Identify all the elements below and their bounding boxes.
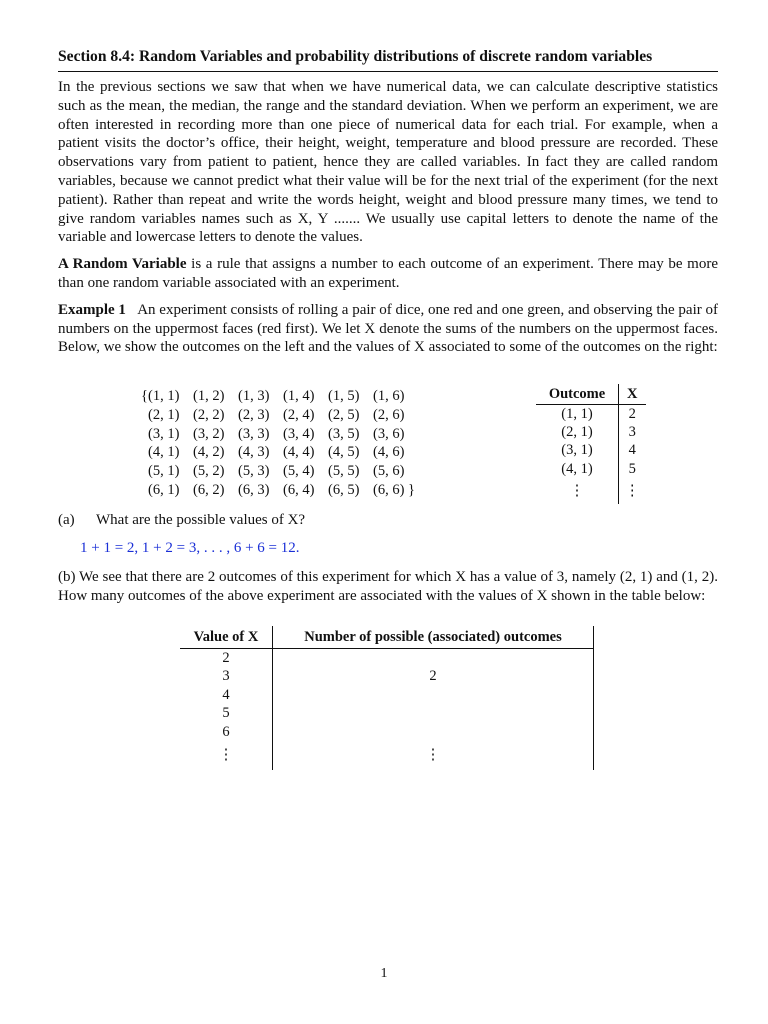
outcome-pair: (1, 4): [283, 388, 315, 404]
outcome-pair: (4, 6): [373, 444, 405, 461]
outcome-pair: (5, 5): [328, 463, 360, 480]
definition-paragraph: [58, 255, 718, 293]
close-brace: }: [408, 481, 415, 498]
outcome-pair: (3, 5): [328, 425, 360, 442]
count-table-row: [180, 742, 594, 770]
count-table-row: [180, 723, 594, 742]
outcome-table-header-outcome: Outcome: [536, 384, 619, 405]
outcome-table-header-x: X: [619, 384, 646, 405]
outcome-cell: ⋮: [536, 478, 619, 504]
part-a-label: (a): [58, 512, 75, 528]
outcome-pair: (3, 1): [148, 425, 180, 442]
part-a-text: What are the possible values of X?: [96, 512, 306, 528]
count-table-row: [180, 686, 594, 705]
outcome-count-cell: [273, 649, 594, 668]
outcome-count-cell: [273, 705, 594, 724]
example-label: Example 1: [58, 301, 126, 318]
outcome-pair: (3, 4): [283, 425, 315, 442]
outcome-count-cell: 2: [273, 668, 594, 687]
x-value-cell: 3: [628, 423, 636, 440]
outcome-pair: (4, 3): [238, 444, 270, 461]
outcome-pair: (5, 1): [148, 463, 180, 480]
outcome-pair: (2, 5): [328, 406, 360, 423]
outcome-pair: (2, 4): [283, 406, 315, 423]
outcome-count-cell: [273, 723, 594, 742]
outcome-row: [138, 425, 418, 444]
outcome-pair: (4, 2): [193, 444, 225, 461]
outcome-pair: (4, 1): [148, 444, 180, 461]
outcome-table-row: [536, 423, 646, 441]
outcome-row: [138, 443, 418, 462]
document-page: [58, 46, 719, 763]
outcome-pair: (1, 1): [148, 388, 180, 404]
outcome-pair: (6, 1): [148, 481, 180, 498]
count-table-row: [180, 649, 594, 668]
outcome-pair: (6, 2): [193, 481, 225, 498]
outcome-pair: (1, 6): [373, 388, 405, 404]
outcome-pair: (2, 3): [238, 406, 270, 423]
outcome-pair: (1, 2): [193, 388, 225, 404]
value-of-x-cell: 2: [180, 649, 273, 668]
part-a-question: [58, 512, 305, 529]
outcome-cell: (1, 1): [536, 405, 619, 424]
x-value-cell: ⋮: [625, 482, 640, 499]
count-table-row: [180, 668, 594, 687]
outcome-table-row: [536, 460, 646, 478]
outcome-pair: (1, 5): [328, 388, 360, 404]
outcome-row: [138, 462, 418, 481]
outcome-pair: (2, 1): [148, 406, 180, 423]
part-a-answer: 1 + 1 = 2, 1 + 2 = 3, . . . , 6 + 6 = 12.: [80, 540, 300, 556]
outcome-grid: [138, 387, 418, 500]
count-table-header-outcomes: Number of possible (associated) outcomes: [273, 626, 594, 649]
example-text: An experiment consists of rolling a pair of dice, one red and one green, and observing the pair of numbers on the uppermost faces (red first). We let X denote the sums of the numbers on the uppermost faces. Below, we show the outcomes on the left and the values of X associated to some of the outcomes on the right:: [58, 301, 719, 356]
outcome-pair: (6, 3): [238, 481, 270, 498]
value-of-x-cell: 5: [180, 705, 273, 724]
outcome-pair: (5, 4): [283, 463, 315, 480]
outcome-cell: (2, 1): [536, 423, 619, 441]
outcome-pair: (2, 2): [193, 406, 225, 423]
open-brace: {: [141, 388, 148, 404]
section-title: Section 8.4: Random Variables and probability distributions of discrete random variables: [58, 46, 718, 72]
outcome-value-table: [536, 384, 646, 504]
outcome-count-cell: ⋮: [273, 742, 594, 770]
outcome-pair: (4, 4): [283, 444, 315, 461]
x-value-cell: 2: [628, 405, 636, 422]
outcome-pair: (3, 6): [373, 425, 405, 442]
outcome-cell: (3, 1): [536, 442, 619, 460]
outcome-pair: (6, 6): [373, 481, 405, 498]
x-value-cell: 5: [628, 460, 636, 477]
outcome-pair: (6, 5): [328, 481, 360, 498]
value-of-x-cell: 6: [180, 723, 273, 742]
value-of-x-cell: 3: [180, 668, 273, 687]
page-number: 1: [380, 966, 388, 981]
definition-term: A Random Variable: [58, 256, 187, 273]
x-value-cell: 4: [628, 442, 636, 459]
outcome-table-row: [536, 405, 646, 424]
outcome-pair: (5, 2): [193, 463, 225, 480]
part-b-paragraph: (b) We see that there are 2 outcomes of this experiment for which X has a value of 3, namely (2, 1) and (1, 2). How many outcomes of the above experiment are associated with the values of X shown in the table below:: [58, 569, 718, 604]
example-paragraph: [58, 301, 718, 357]
outcome-pair: (5, 6): [373, 463, 405, 480]
outcome-row: [138, 481, 418, 500]
outcome-row: [138, 406, 418, 425]
outcome-pair: (6, 4): [283, 481, 315, 498]
outcome-count-cell: [273, 686, 594, 705]
value-of-x-cell: 4: [180, 686, 273, 705]
outcome-table-row: [536, 478, 646, 504]
count-table-header-value: Value of X: [180, 626, 273, 649]
value-of-x-cell: ⋮: [180, 742, 273, 770]
outcome-cell: (4, 1): [536, 460, 619, 478]
definition-text: is a rule that assigns a number to each outcome of an experiment. There may be more than one random variable associated with an experiment.: [58, 256, 718, 291]
outcome-pair: (3, 2): [193, 425, 225, 442]
outcome-row: [138, 387, 418, 406]
outcome-table-row: [536, 442, 646, 460]
outcome-pair: (2, 6): [373, 406, 405, 423]
count-table: [180, 626, 594, 770]
intro-paragraph: In the previous sections we saw that when we have numerical data, we can calculate descriptive statistics such as the mean, the median, the range and the standard deviation. When we perform an experiment, we are often interested in recording more than one piece of numerical data for each trial. For example, when a patient visits the doctor’s office, their height, weight, temperature and blood pressure are recorded. These observations vary from patient to patient, hence they are called variables. In fact they are called random variables, because we cannot predict what their value will be for the next trial of the experiment (for the next patient). Rather than repeat and write the words height, weight and blood pressure many times, we tend to give random variables names such as X, Y ....... We usually use capital letters to denote the name of the variable and lowercase letters to denote the values.: [58, 79, 718, 246]
outcome-pair: (1, 3): [238, 388, 270, 404]
outcome-pair: (4, 5): [328, 444, 360, 461]
count-table-row: [180, 705, 594, 724]
outcome-pair: (5, 3): [238, 463, 270, 480]
outcome-pair: (3, 3): [238, 425, 270, 442]
